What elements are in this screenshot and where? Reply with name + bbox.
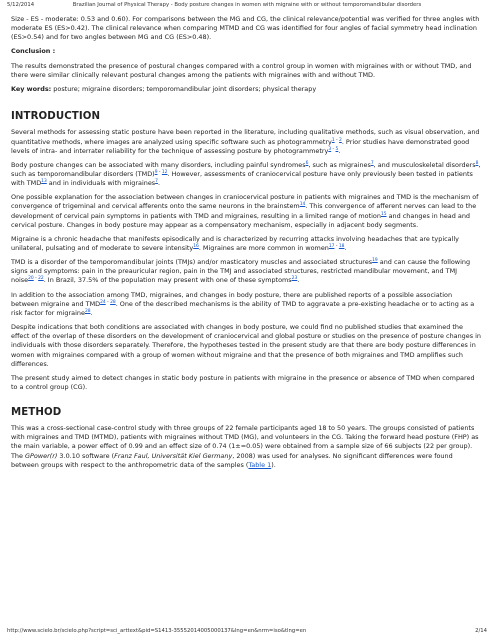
print-title: Brazilian Journal of Physical Therapy - Body posture changes in women with migraine with or without temporomandibular disorders (72, 2, 422, 8)
intro-paragraph-3: One possible explanation for the association between changes in craniocervical posture in patients with migraines and TMD is the mechanism of convergence of trigeminal and cervical afferents onto the same neurons in the brainstem$^{14}$. This convergence of afferent nerves can lead to the development of cervical pain symptoms in patients with TMD and migraines, resulting in a limited range of motion$^{15}$ and changes in head and cervical posture. Changes in body posture may appear as a compensatory mechanism, especially in adjacent body segments. (11, 193, 479, 229)
ref-link[interactable]: 15 (380, 211, 387, 217)
print-header (7, 2, 487, 12)
intro-paragraph-5: TMD is a disorder of the temporomandibular joints (TMJs) and/or masticatory muscles and associated structures$^{19}$ and can cause the following signs and symptoms: pain in the preauricular region, pain in the TMJ and associated structures, restricted mandibular movement, and TMJ noise$^{20 - 22}$. In Brazil, 37.5% of the population may present with one of these symptoms$^{23}$. (11, 258, 471, 285)
ref-link[interactable]: 7 (370, 160, 374, 166)
ref-link[interactable]: 12 (161, 169, 168, 175)
ref-link[interactable]: 6 (305, 160, 309, 166)
abstract-results-tail: Size - ES - moderate: 0.53 and 0.60). For comparisons between the MG and CG, the clinical relevance/potential was verified for three angles with moderate ES (ES>0.42). The clinical relevance when comparing MTMD and CG was identified for four angles of facial symmetry head inclination (ES>0.54) and for two angles between MG and CG (ES>0.48). (11, 15, 480, 42)
introduction-heading: INTRODUCTION (11, 111, 101, 123)
intro-paragraph-7: Despite indications that both conditions are associated with changes in body posture, we could find no published studies that examined the effect of the overlap of these disorders on the development of craniocervical and global posture or studies on the presence of posture changes in individuals with those disorders separately. Therefore, the hypotheses tested in the present study are that there are body posture differences in women with migraines compared with a group of women without migraine and that the presence of both migraines and TMD amplifies such differences. (11, 323, 481, 368)
ref-link[interactable]: 18 (338, 244, 345, 249)
print-page-number: 2/14 (475, 628, 487, 634)
ref-link[interactable]: 2 (339, 137, 342, 143)
table-1-link[interactable]: Table 1 (248, 460, 272, 469)
method-paragraph-1: This was a cross-sectional case-control study with three groups of 22 female participants aged 18 to 50 years. The groups consisted of patients with migraines and TMD (MTMD), patients with migraines without TMD (MG), and volunteers in the CG. Taking the forward head posture (FHP) as the main variable, a power effect of 0.99 and an effect size of 0.74 (1±=0.05) were obtained from a sample size of 66 subjects (22 per group). The GPower(r) 3.0.10 software (Franz Faul, Universität Kiel Germany, 2008) was used for analyses. No significant differences were found between groups with respect to the anthropometric data of the samples (Table 1). (11, 424, 479, 469)
ref-link[interactable]: 24 (100, 299, 106, 305)
ref-link[interactable]: 13 (41, 179, 47, 185)
keywords (11, 85, 481, 94)
gpower-software: GPower(r) (25, 451, 58, 460)
article-body (11, 15, 481, 475)
ref-link[interactable]: 19 (372, 258, 378, 264)
ref-link[interactable]: 16 (193, 244, 199, 249)
software-author: Franz Faul, Universität Kiel Germany (114, 451, 233, 460)
intro-paragraph-2: Body posture changes can be associated with many disorders, including painful syndromes$^6$, such as migraines$^7$, and musculoskeletal disorders$^8$, such as temporomandibular disorders (TMD)$^{9 - 12}$. However, assessments of craniocervical posture have only previously been tested in patients with TMD$^{13}$ and in individuals with migraines$^7$. (11, 160, 481, 188)
intro-paragraph-6: In addition to the association among TMD, migraines, and changes in body posture, there are published reports of a possible association between migraine and TMD$^{24 - 28}$. One of the described mechanisms is the ability of TMD to aggravate a pre-existing headache or to acting as a risk factor for migraine$^{28}$. (11, 290, 475, 317)
ref-link[interactable]: 22 (38, 276, 44, 282)
keywords-text: posture; migraine disorders; temporomandibular joint disorders; physical therapy (51, 85, 317, 94)
method-heading: METHOD (11, 407, 62, 419)
ref-link[interactable]: 8 (475, 160, 479, 166)
conclusion-heading: Conclusion : (11, 47, 56, 56)
ref-link[interactable]: 14 (299, 202, 306, 208)
intro-paragraph-4: Migraine is a chronic headache that manifests episodically and is characterized by recurring attacks involving headaches that are typically unilateral, pulsating and of moderate to severe intensity$^{16}$. Migraines are more common in women$^{17 - 18}$. (11, 234, 459, 252)
ref-link[interactable]: 1 (331, 137, 335, 143)
print-footer (7, 628, 487, 637)
intro-paragraph-1: Several methods for assessing static posture have been reported in the literature, including qualitative methods, such as visual observation, and quantitative methods, where images are analyzed using specific software such as photogrammetry$^{1 - 2}$. Prior studies have demonstrated good levels of intra- and interrater reliability for the technique of assessing posture by photogrammetry$^{3 - 5}$. (11, 128, 480, 155)
intro-paragraph-8: The present study aimed to detect changes in static body posture in patients with migraine in the presence or absence of TMD when compared to a control group (CG). (11, 373, 475, 391)
ref-link[interactable]: 7 (155, 179, 158, 185)
ref-link[interactable]: 23 (291, 276, 298, 282)
ref-link[interactable]: 3 (328, 146, 332, 152)
ref-link[interactable]: 5 (335, 146, 339, 152)
ref-link[interactable]: 28 (84, 308, 91, 314)
ref-link[interactable]: 9 (154, 169, 158, 175)
print-url: http://www.scielo.br/scielo.php?script=sci_arttext&pid=S1413-35552014005000137&lng=en&nrm=iso&tlng=en (7, 628, 307, 634)
keywords-label: Key words: (11, 85, 52, 94)
ref-link[interactable]: 28 (110, 299, 116, 305)
conclusion-text: The results demonstrated the presence of postural changes compared with a control group in women with migraines with or without TMD, and there were similar clinically relevant postural changes among the patients with migraines with and without TMD. (11, 61, 472, 79)
print-date: 5/12/2014 (7, 2, 35, 8)
ref-link[interactable]: 17 (328, 244, 335, 249)
ref-link[interactable]: 20 (28, 276, 34, 282)
